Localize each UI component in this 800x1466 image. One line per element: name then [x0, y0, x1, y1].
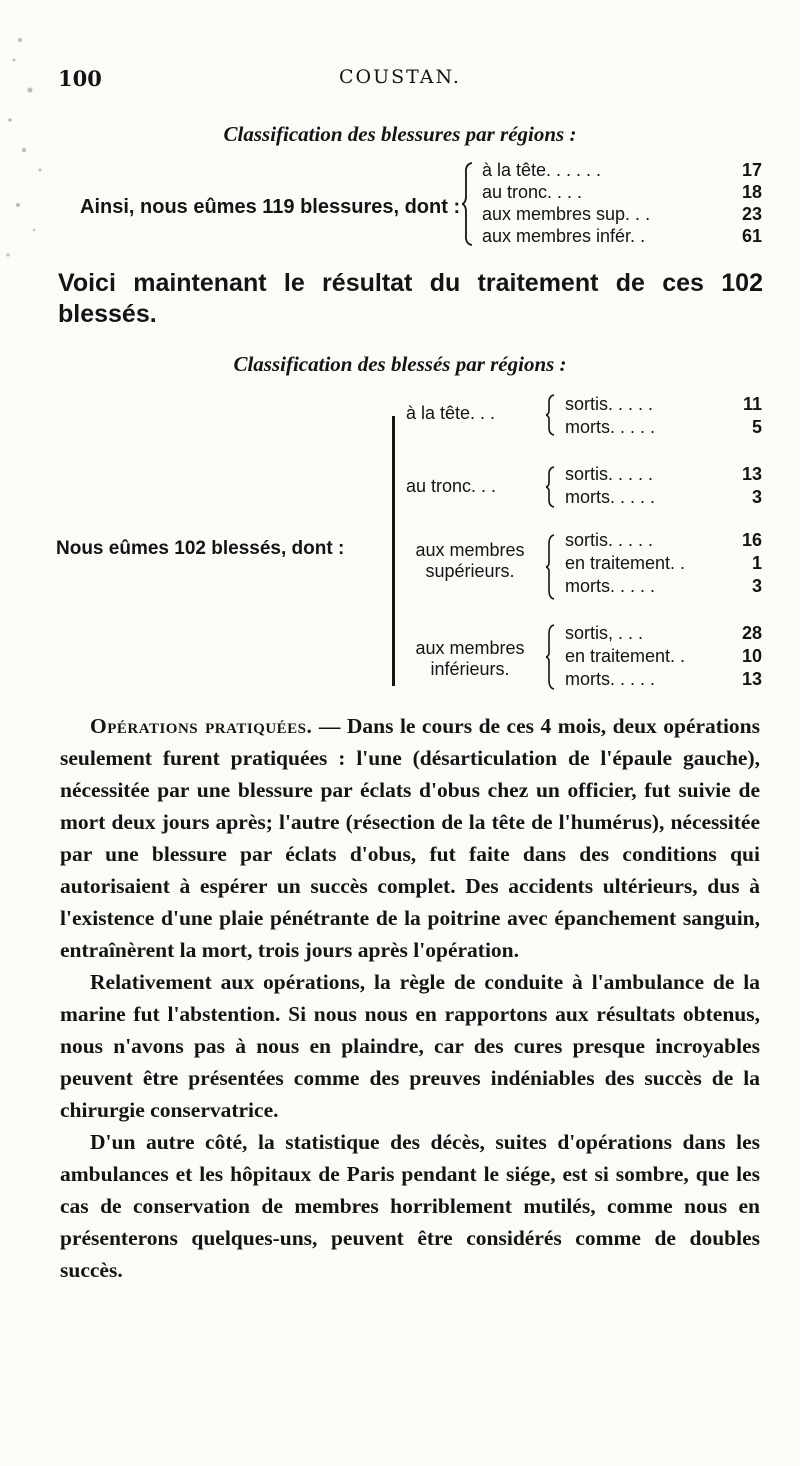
section-heading: Opérations pratiquées. [90, 714, 313, 738]
table1-row-value: 17 [741, 160, 762, 180]
table2-row-value: 13 [741, 669, 762, 689]
paragraph-text: Dans le cours de ces 4 mois, deux opérations seulement furent pratiquées : l'une (désarticulation de l'épaule gauche), nécessitée par une blessure par éclats d'obus chez un officier, fut suivie de mort deux jours après; l'autre (résection de la tête de l'humérus), nécessitée par une blessure par éclats d'obus, fut faite dans des conditions qui autorisaient à espérer un succès complet. Des accidents ultérieurs, dus à l'existence d'une plaie pénétrante de la poitrine avec épanchement sanguin, entraînèrent la mort, trois jours après l'opération. [60, 714, 761, 962]
table2-row-value: 11 [742, 394, 762, 414]
table2-row [565, 623, 762, 645]
table2-row-value: 16 [741, 530, 762, 550]
running-head [0, 66, 800, 96]
table2-group-label [406, 540, 534, 582]
table1-row [482, 182, 762, 204]
table1-row [482, 204, 762, 226]
table2-group-label-line2: supérieurs. [425, 561, 515, 581]
table1-row-label: aux membres sup. . . [482, 204, 651, 224]
table2-group-label-line1: aux membres [415, 540, 525, 560]
table2-row-label: sortis, . . . [565, 623, 644, 643]
table2-row-label: en traitement. . [565, 553, 686, 573]
table2-row-label: morts. . . . . [565, 669, 656, 689]
table2-group-label-line2: inférieurs. [430, 659, 510, 679]
table1-row-label: à la tête. . . . . . [482, 160, 602, 180]
table2-row-label: en traitement. . [565, 646, 686, 666]
paragraph: D'un autre côté, la statistique des décès, suites d'opérations dans les ambulances et les hôpitaux de Paris pendant le siége, est si sombre, que les cas de conservation de membres horriblement mutilés, comme nous en présenterons quelques-uns, peuvent être considérés comme de doubles succès. [60, 1130, 760, 1282]
table1-row-value: 23 [741, 204, 762, 224]
table2-group-label: à la tête. . . [406, 403, 496, 423]
table2-row [565, 669, 762, 691]
brace-icon [546, 466, 556, 508]
table2-row [565, 417, 762, 439]
wounded-by-region-table [0, 388, 800, 693]
table2-row [565, 553, 762, 575]
table1-row [482, 160, 762, 182]
table2-row-label: morts. . . . . [565, 417, 656, 437]
brace-icon [546, 394, 556, 436]
table2-bracket-line [392, 416, 395, 686]
operations-paragraph: Opérations pratiquées. — Dans le cours de ces 4 mois, deux opérations seulement furent pratiquées : l'une (désarticulation de l'épaule gauche), nécessitée par une blessure par éclats d'obus chez un officier, fut suivie de mort deux jours après; l'autre (résection de la tête de l'humérus), nécessitée par une blessure par éclats d'obus, fut faite dans des conditions qui autorisaient à espérer un succès complet. Des accidents ultérieurs, dus à l'existence d'une plaie pénétrante de la poitrine avec épanchement sanguin, entraînèrent la mort, trois jours après l'opération. [60, 714, 761, 962]
body-text [60, 710, 760, 1286]
intro-paragraph: Voici maintenant le résultat du traitement de ces 102 blessés. [58, 269, 763, 328]
table2-row-label: sortis. . . . . [565, 394, 654, 414]
brace-icon [546, 624, 556, 690]
table2-row-label: sortis. . . . . [565, 464, 654, 484]
page-number: 100 [58, 66, 102, 91]
running-title: COUSTAN. [339, 66, 461, 88]
brace-icon [462, 162, 474, 246]
table2-row [565, 646, 762, 668]
table2-row-value: 28 [741, 623, 762, 643]
table1-row-value: 18 [741, 182, 762, 202]
table2-group-label-line1: aux membres [415, 638, 525, 658]
table2-row [565, 464, 762, 486]
table2-row [565, 576, 762, 598]
table2-row [565, 487, 762, 509]
table2-row-label: morts. . . . . [565, 576, 656, 596]
paragraph: Relativement aux opérations, la règle de conduite à l'ambulance de la marine fut l'abstention. Si nous nous en rapportons aux résultats obtenus, nous n'avons pas à nous en plaindre, car des cures presque incroyables peuvent être présentées comme des preuves indéniables des succès de la chirurgie conservatrice. [60, 970, 760, 1122]
table2-group-label [406, 638, 534, 680]
table2-group-label: au tronc. . . [406, 476, 497, 496]
table1-lead: Ainsi, nous eûmes 119 blessures, dont : [80, 196, 461, 218]
wounds-by-region-table [0, 158, 800, 253]
brace-icon [546, 534, 556, 600]
table2-caption: Classification des blessés par régions : [233, 352, 567, 376]
table2-row-label: morts. . . . . [565, 487, 656, 507]
table2-row-value: 13 [741, 464, 762, 484]
table2-row-value: 5 [751, 417, 762, 437]
table2-row [565, 394, 762, 416]
table1-row-label: aux membres infér. . [482, 226, 646, 246]
table1-row-value: 61 [741, 226, 762, 246]
table1-row-label: au tronc. . . . [482, 182, 583, 202]
table2-row-value: 3 [751, 576, 762, 596]
table2-row-label: sortis. . . . . [565, 530, 654, 550]
table2-row-value: 3 [751, 487, 762, 507]
table2-row-value: 10 [741, 646, 762, 666]
table1-row [482, 226, 762, 248]
table2-row-value: 1 [751, 553, 762, 573]
table1-caption: Classification des blessures par régions : [223, 122, 577, 146]
table2-lead: Nous eûmes 102 blessés, dont : [56, 538, 345, 559]
table2-row [565, 530, 762, 552]
